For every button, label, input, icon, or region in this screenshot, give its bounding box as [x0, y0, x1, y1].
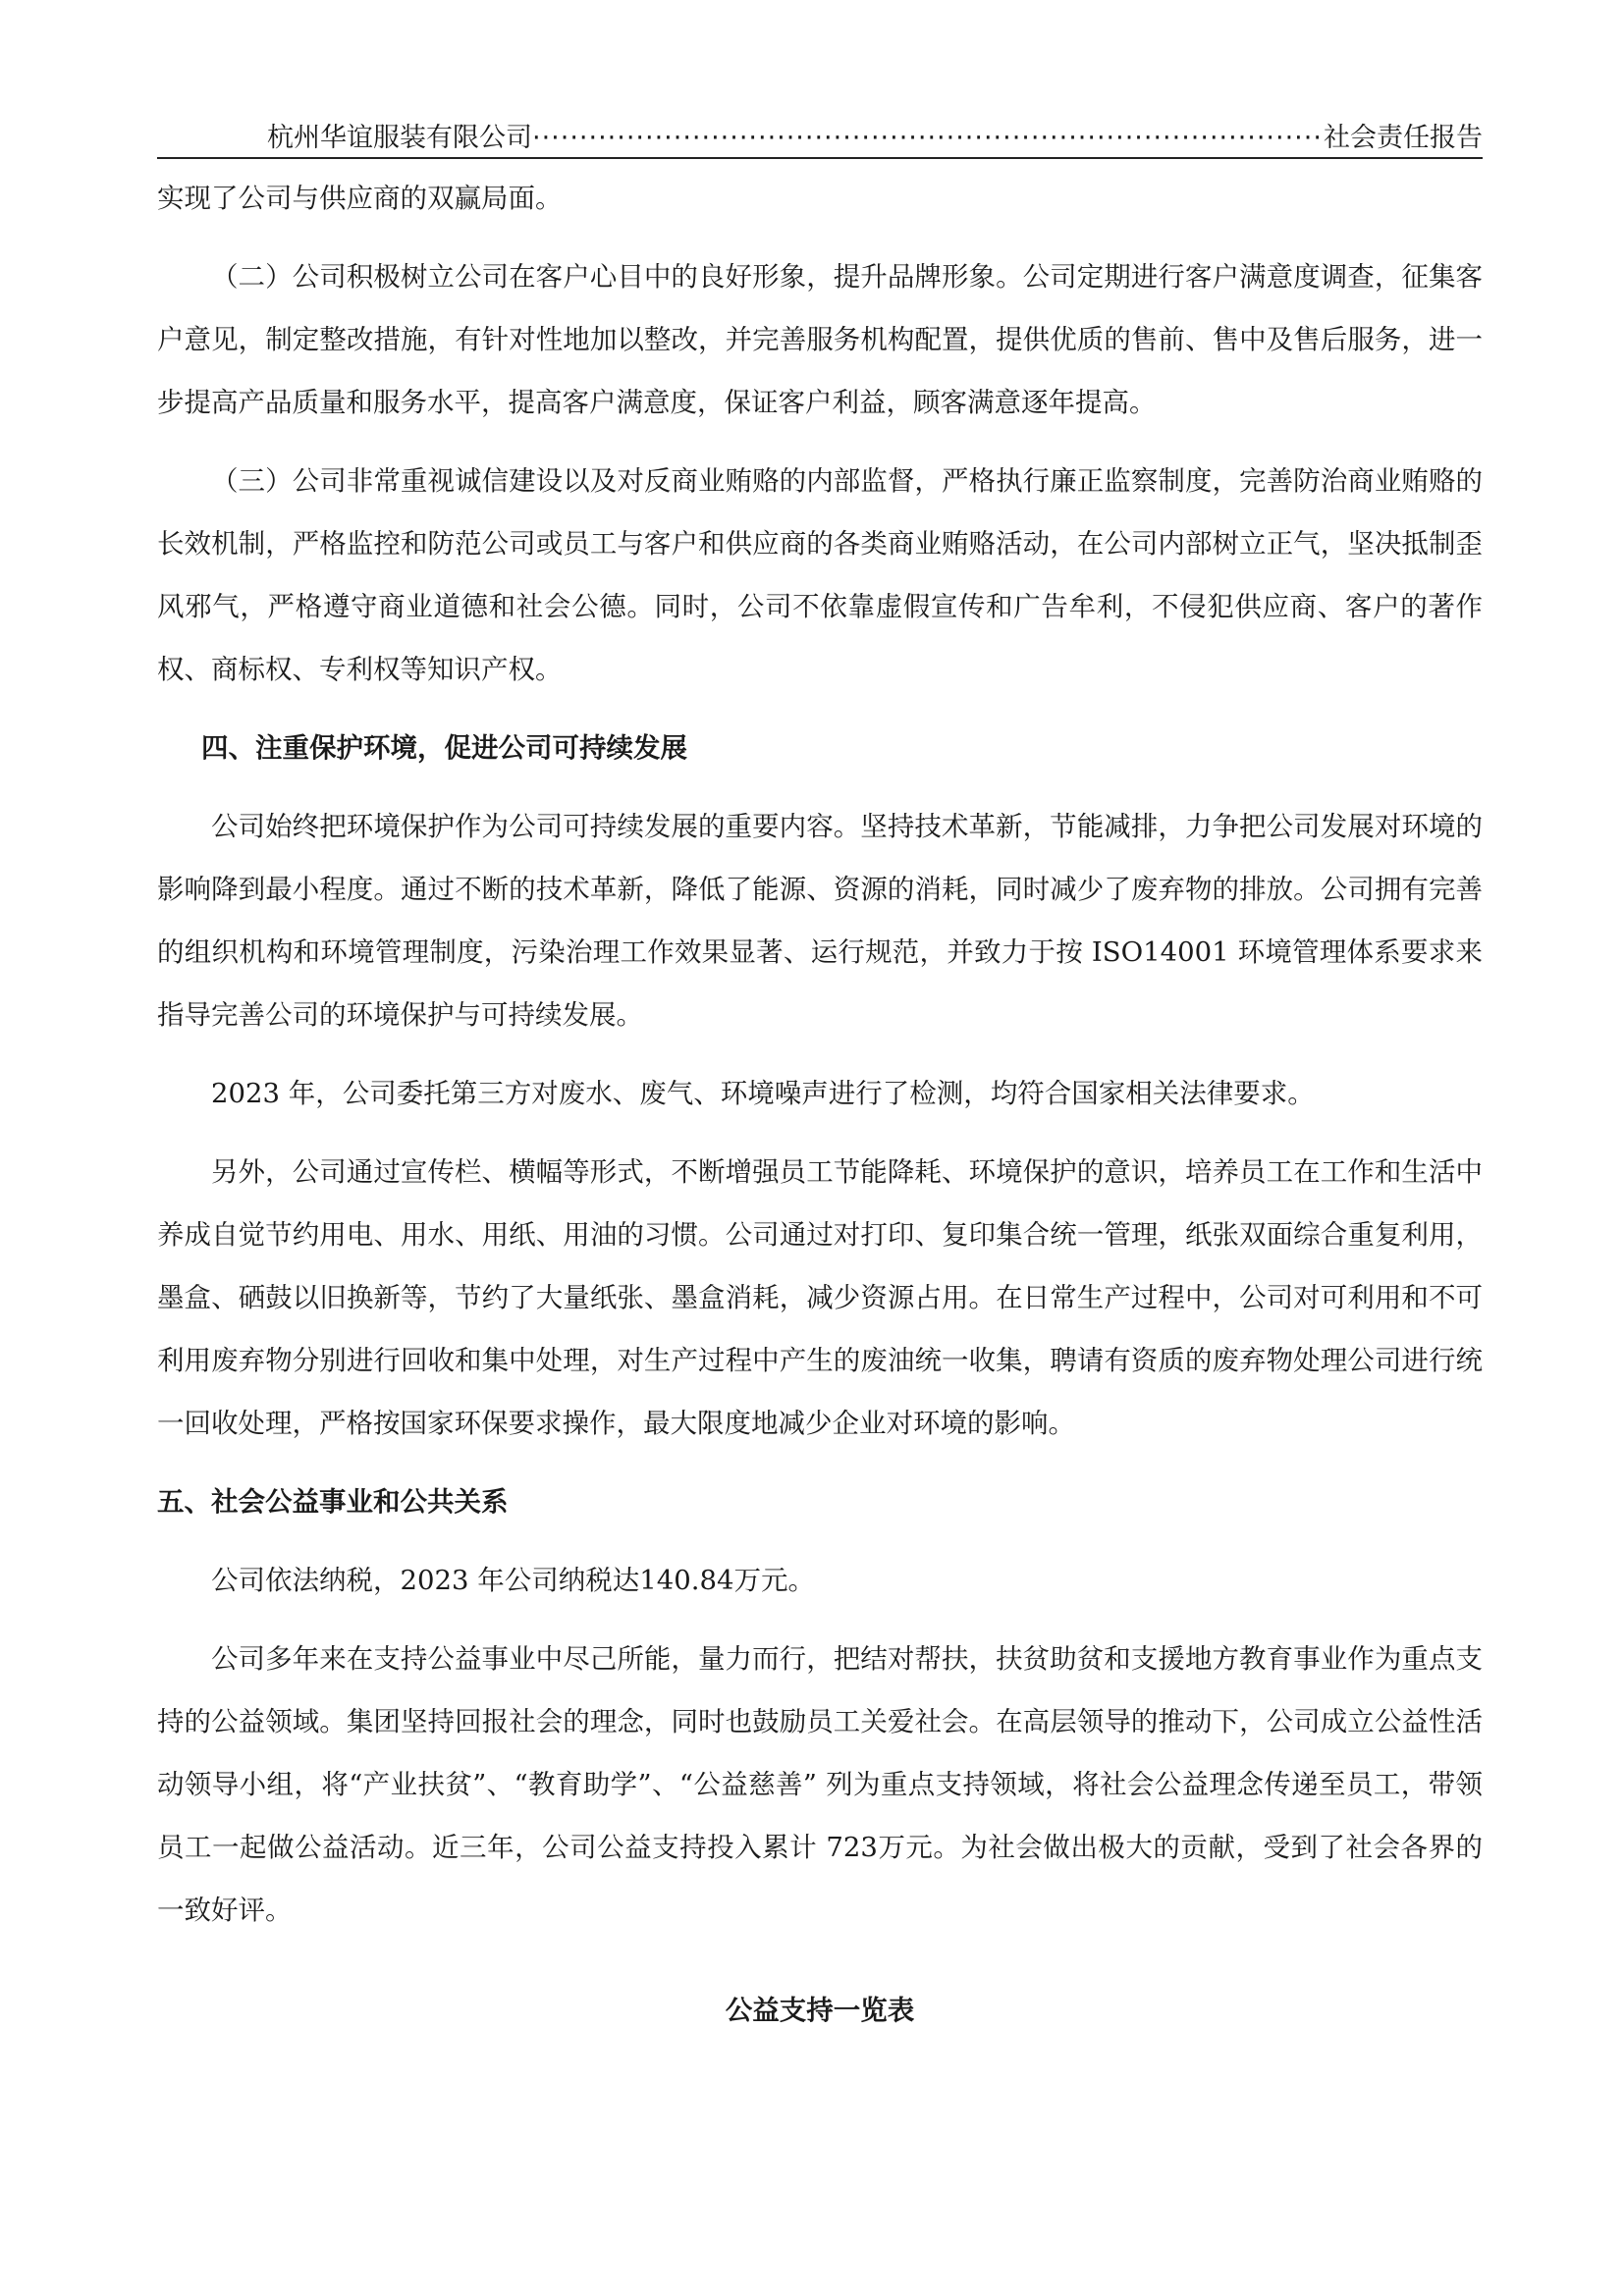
tax-paragraph: 公司依法纳税，2023 年公司纳税达140.84万元。	[211, 1565, 815, 1596]
welfare-paragraph: 公司多年来在支持公益事业中尽己所能，量力而行，把结对帮扶，扶贫助贫和支援地方教育事业作为重点支持的公益领域。集团坚持回报社会的理念，同时也鼓励员工关爱社会。在高层领导的推动下，公司成立公益性活动领导小组，将“产业扶贫”、“教育助学”、“公益慈善” 列为重点支持领域，将社会公益理念传递至员工，带领员工一起做公益活动。近三年，公司公益支持投入累计 723万元。为社会做出极大的贡献，受到了社会各界的一致好评。	[157, 1643, 1483, 1926]
welfare-table-title: 公益支持一览表	[725, 1995, 915, 2026]
environment-paragraph-3: 另外，公司通过宣传栏、横幅等形式，不断增强员工节能降耗、环境保护的意识，培养员工在工作和生活中养成自觉节约用电、用水、用纸、用油的习惯。公司通过对打印、复印集合统一管理，纸张双面综合重复利用，墨盒、硒鼓以旧换新等，节约了大量纸张、墨盒消耗，减少资源占用。在日常生产过程中，公司对可利用和不可利用废弃物分别进行回收和集中处理，对生产过程中产生的废油统一收集，聘请有资质的废弃物处理公司进行统一回收处理，严格按国家环保要求操作，最大限度地减少企业对环境的影响。	[157, 1156, 1483, 1439]
running-header	[157, 116, 1483, 155]
customer-paragraph: （二）公司积极树立公司在客户心目中的良好形象，提升品牌形象。公司定期进行客户满意度调查，征集客户意见，制定整改措施，有针对性地加以整改，并完善服务机构配置，提供优质的售前、售中及售后服务，进一步提高产品质量和服务水平，提高客户满意度，保证客户利益，顾客满意逐年提高。	[157, 261, 1483, 418]
header-company-name: 杭州华谊服装有限公司	[267, 123, 532, 153]
environment-paragraph-2: 2023 年，公司委托第三方对废水、废气、环境噪声进行了检测，均符合国家相关法律要求。	[211, 1078, 1315, 1109]
section-heading-welfare: 五、社会公益事业和公共关系	[157, 1486, 509, 1518]
environment-paragraph-1: 公司始终把环境保护作为公司可持续发展的重要内容。坚持技术革新，节能减排，力争把公司发展对环境的影响降到最小程度。通过不断的技术革新，降低了能源、资源的消耗，同时减少了废弃物的排放。公司拥有完善的组织机构和环境管理制度，污染治理工作效果显著、运行规范，并致力于按 ISO14001 环境管理体系要求来指导完善公司的环境保护与可持续发展。	[157, 811, 1483, 1031]
section-heading-environment: 四、注重保护环境，促进公司可持续发展	[201, 732, 687, 764]
continuation-paragraph: 实现了公司与供应商的双赢局面。	[157, 183, 563, 214]
header-report-title: 社会责任报告	[1324, 123, 1483, 153]
integrity-paragraph: （三）公司非常重视诚信建设以及对反商业贿赂的内部监督，严格执行廉正监察制度，完善防治商业贿赂的长效机制，严格监控和防范公司或员工与客户和供应商的各类商业贿赂活动，在公司内部树立正气，坚决抵制歪风邪气，严格遵守商业道德和社会公德。同时，公司不依靠虚假宣传和广告牟利，不侵犯供应商、客户的著作权、商标权、专利权等知识产权。	[157, 465, 1483, 685]
header-dot-leader	[532, 122, 1324, 155]
header-rule	[157, 157, 1483, 159]
page-body	[157, 167, 1483, 2042]
